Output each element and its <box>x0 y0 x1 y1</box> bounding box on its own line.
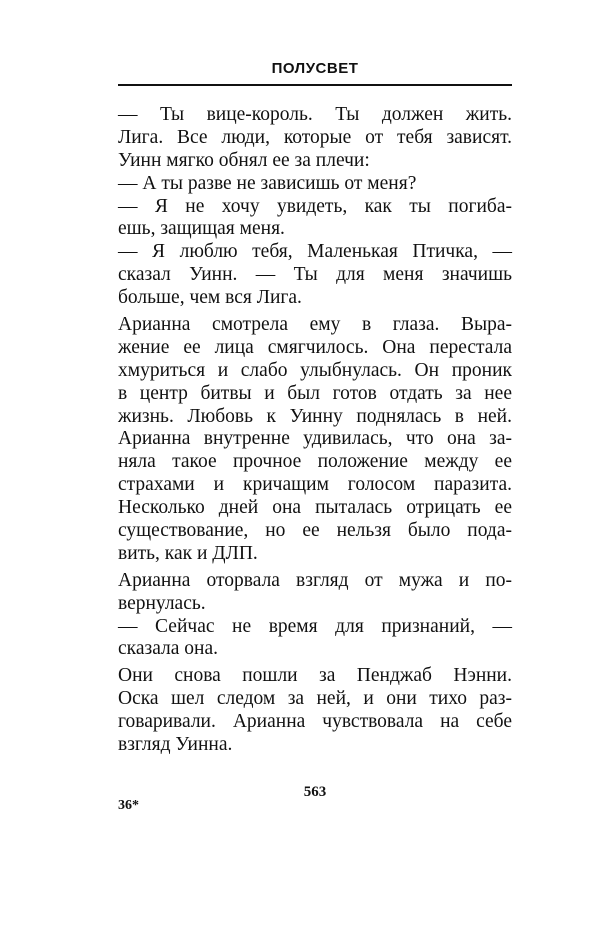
running-title: ПОЛУСВЕТ <box>271 60 359 77</box>
signature-mark: 36* <box>118 798 139 813</box>
text-line: — Я не хочу увидеть, как ты погиба- <box>118 195 512 217</box>
text-line: в центр битвы и был готов отдать за нее <box>118 382 512 404</box>
text-line: Они снова пошли за Пенджаб Нэнни. <box>118 665 512 687</box>
text-line: больше, чем вся Лига. <box>118 287 302 309</box>
text-line: вернулась. <box>118 592 206 614</box>
text-line: Арианна оторвала взгляд от мужа и по- <box>118 569 512 591</box>
text-line: хмуриться и слабо улыбнулась. Он проник <box>118 359 512 381</box>
body-text <box>118 104 512 757</box>
text-line: взгляд Уинна. <box>118 734 233 756</box>
page-number: 563 <box>303 784 327 800</box>
text-line: сказал Уинн. — Ты для меня значишь <box>118 264 512 286</box>
text-line: Уинн мягко обнял ее за плечи: <box>118 149 370 171</box>
text-line: — А ты разве не зависишь от меня? <box>118 172 417 194</box>
text-line: сказала она. <box>118 638 218 660</box>
text-line: существование, но ее нельзя было пода- <box>118 520 512 542</box>
text-line: Арианна внутренне удивилась, что она за- <box>118 428 512 450</box>
text-line: — Сейчас не время для признаний, — <box>118 615 512 637</box>
text-line: страхами и кричащим голосом паразита. <box>118 474 512 496</box>
text-line: Несколько дней она пыталась отрицать ее <box>118 497 512 519</box>
text-line: вить, как и ДЛП. <box>118 542 258 564</box>
text-line: Арианна смотрела ему в глаза. Выра- <box>118 314 512 336</box>
text-line: Лига. Все люди, которые от тебя зависят. <box>118 126 512 148</box>
text-line: говаривали. Арианна чувствовала на себе <box>118 711 512 733</box>
text-line: ешь, защищая меня. <box>118 218 285 240</box>
text-line: Оска шел следом за ней, и они тихо раз- <box>118 688 512 710</box>
text-line: няла такое прочное положение между ее <box>118 451 512 473</box>
text-line: жение ее лица смягчилось. Она перестала <box>118 336 512 358</box>
text-line: жизнь. Любовь к Уинну поднялась в ней. <box>118 405 512 427</box>
header-rule <box>118 84 512 86</box>
text-line: — Ты вице-король. Ты должен жить. <box>118 104 512 125</box>
text-line: — Я люблю тебя, Маленькая Птичка, — <box>118 241 512 263</box>
